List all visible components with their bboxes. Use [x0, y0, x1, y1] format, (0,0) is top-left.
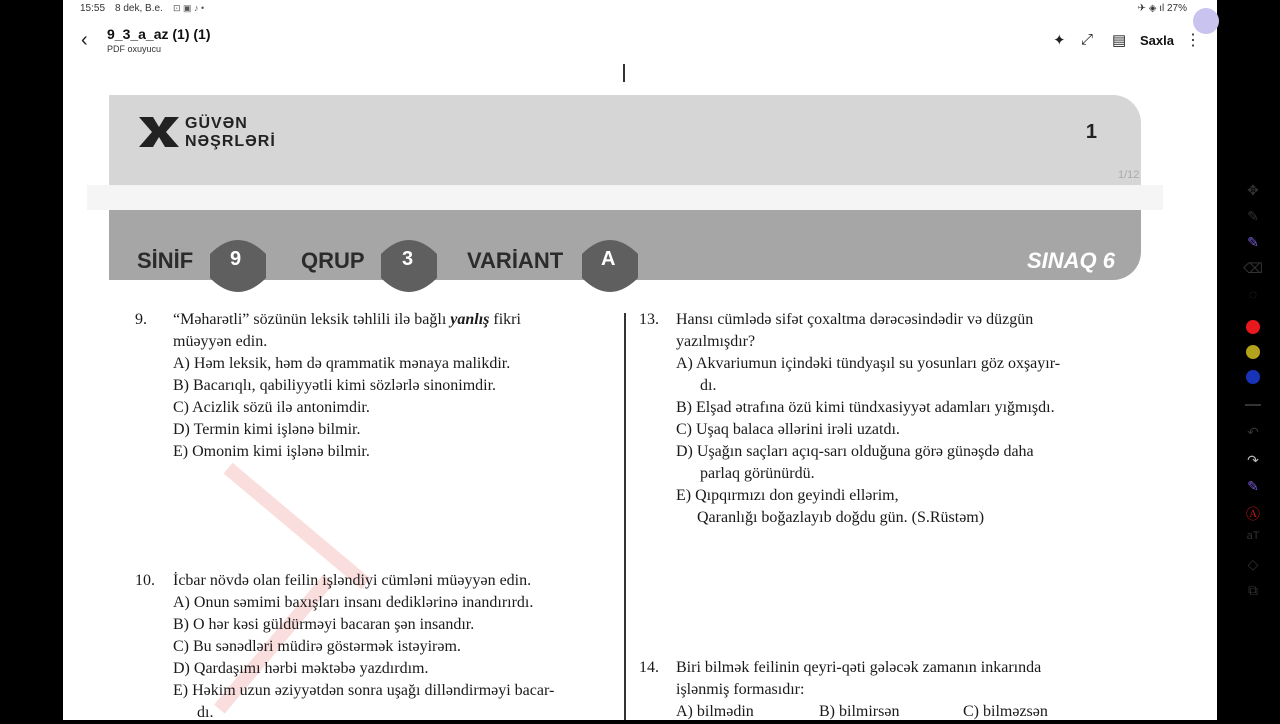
q9-stem-line2: müəyyən edin.: [173, 333, 268, 350]
q10-option-b[interactable]: B) O hər kəsi güldürməyi bacaran şən insandır.: [173, 616, 475, 633]
back-arrow-icon[interactable]: ‹: [81, 29, 88, 51]
q13-option-d[interactable]: D) Uşağın saçları açıq-sarı olduğuna görə günəşdə daha: [676, 443, 1034, 460]
tablet-screen: [63, 0, 1263, 721]
notification-icon: ⊡ ▣ ♪ •: [173, 3, 205, 13]
q10-option-c[interactable]: C) Bu sənədləri müdirə göstərmək istəyirəm.: [173, 638, 461, 655]
q9-option-e[interactable]: E) Omonim kimi işlənə bilmir.: [173, 443, 370, 460]
page-break: [87, 185, 1163, 210]
q13-number: 13.: [639, 311, 659, 328]
color-blue[interactable]: [1246, 370, 1260, 384]
q9-stem-post: fikri: [489, 311, 521, 328]
redo-icon[interactable]: ↷: [1247, 452, 1259, 468]
q14-option-c[interactable]: C) bilməzsən: [963, 703, 1048, 720]
q9-stem-pre: “Məharətli” sözünün leksik təhlili ilə bağlı: [173, 311, 451, 328]
lasso-icon[interactable]: ◌: [1248, 286, 1258, 302]
page-number: 1: [1085, 121, 1097, 143]
q9-number: 9.: [135, 311, 147, 328]
q9-option-d[interactable]: D) Termin kimi işlənə bilmir.: [173, 421, 361, 438]
guven-logo-icon: [137, 115, 181, 149]
q9-option-b[interactable]: B) Bacarıqlı, qabiliyyətli kimi sözlərlə sinonimdir.: [173, 377, 497, 394]
copy-icon[interactable]: ⧉: [1248, 582, 1258, 598]
q10-number: 10.: [135, 572, 155, 589]
q9-stem-bold: yanlış: [450, 311, 490, 328]
stroke-width-icon[interactable]: [1245, 404, 1261, 406]
fullscreen-icon[interactable]: ⤢: [1081, 31, 1094, 48]
q9-option-a[interactable]: A) Həm leksik, həm də qrammatik mənaya malikdir.: [173, 355, 511, 372]
file-subtitle: PDF oxuyucu: [107, 44, 162, 54]
text-style-icon[interactable]: Ⓐ: [1246, 506, 1260, 522]
shapes-icon[interactable]: ◇: [1247, 556, 1259, 572]
q10-option-d[interactable]: D) Qardaşımı hərbi məktəbə yazdırdım.: [173, 660, 429, 677]
q13-option-c[interactable]: C) Uşaq balaca əllərini irəli uzatdı.: [676, 421, 900, 438]
q13-option-a-cont: dı.: [700, 377, 717, 394]
outline-icon[interactable]: ▤: [1112, 32, 1127, 49]
battery-level: 27%: [1166, 3, 1187, 14]
status-bar: [63, 0, 1217, 20]
q13-stem-line2: yazılmışdır?: [676, 333, 756, 350]
q14-number: 14.: [639, 659, 659, 676]
file-title: 9_3_a_az (1) (1): [107, 26, 211, 42]
title-box: [107, 26, 211, 54]
q9-option-c[interactable]: C) Acizlik sözü ilə antonimdir.: [173, 399, 370, 416]
q10-option-e[interactable]: E) Həkim uzun əziyyətdən sonra uşağı dilləndirməyi bacar-: [173, 682, 555, 699]
info-band: [109, 210, 1141, 280]
q14-option-b[interactable]: B) bilmirsən: [819, 703, 900, 720]
q13-option-d-cont: parlaq görünürdü.: [700, 465, 815, 482]
q9-stem: [173, 309, 613, 331]
q13-option-e[interactable]: E) Qıpqırmızı don geyindi ellərim,: [676, 487, 899, 504]
exam-title: SINAQ 6: [1026, 248, 1115, 273]
text-box-icon[interactable]: aT: [1246, 530, 1260, 542]
sinif-label: SİNİF: [137, 248, 194, 273]
page-indicator: 1/12: [1118, 169, 1140, 181]
q13-option-e-cont: Qaranlığı boğazlayıb doğdu gün. (S.Rüstəm): [697, 509, 985, 526]
q10-option-e-cont: dı.: [197, 704, 214, 721]
ai-sparkle-icon[interactable]: ✦: [1053, 32, 1066, 49]
eraser-icon[interactable]: ⌫: [1243, 260, 1263, 276]
variant-label: VARİANT: [467, 248, 564, 273]
q10-stem: İcbar növdə olan feilin işləndiyi cümləni müəyyən edin.: [173, 572, 532, 589]
q13-option-b[interactable]: B) Elşad ətrafına özü kimi tündxasiyyət adamları yığmışdı.: [676, 399, 1055, 416]
q14-option-a[interactable]: A) bilmədin: [676, 703, 754, 720]
variant-value: A: [601, 248, 616, 270]
highlighter-icon[interactable]: ✎: [1247, 234, 1259, 250]
column-divider-top: [623, 64, 625, 82]
q10-option-a[interactable]: A) Onun səmimi baxışları insanı dediklərinə inandırırdı.: [173, 594, 534, 611]
more-options-icon[interactable]: ⋮: [1185, 32, 1201, 49]
status-time: 15:55: [80, 3, 106, 14]
q13-option-a[interactable]: A) Akvariumun içindəki tündyaşıl su yosunları göz oxşayır-: [676, 355, 1061, 372]
status-right: ✈ ◈ ıl 27%: [1137, 3, 1187, 14]
q14-stem: Biri bilmək feilinin qeyri-qəti gələcək zamanın inkarında: [676, 659, 1042, 676]
sinif-value: 9: [230, 248, 242, 270]
brand-line-1: GÜVƏN: [185, 115, 248, 132]
q14-stem-line2: işlənmiş formasıdır:: [676, 681, 805, 698]
app-bar: [63, 20, 1217, 64]
save-button[interactable]: Saxla: [1140, 33, 1174, 48]
move-icon[interactable]: ✥: [1247, 182, 1259, 198]
pdf-page: [87, 64, 1163, 720]
brand-line-2: NƏŞRLƏRİ: [185, 133, 276, 150]
qrup-value: 3: [402, 248, 414, 270]
undo-icon[interactable]: ↶: [1247, 424, 1259, 440]
qrup-label: QRUP: [301, 248, 365, 273]
page-header: [109, 95, 1141, 185]
status-date: 8 dek, B.e.: [115, 3, 163, 14]
column-divider: [624, 313, 626, 720]
color-red[interactable]: [1246, 320, 1260, 334]
color-olive[interactable]: [1246, 345, 1260, 359]
marker-icon[interactable]: ✎: [1247, 478, 1259, 494]
q13-stem: Hansı cümlədə sifət çoxaltma dərəcəsindədir və düzgün: [676, 311, 1034, 328]
pen-icon[interactable]: ✎: [1247, 208, 1259, 224]
